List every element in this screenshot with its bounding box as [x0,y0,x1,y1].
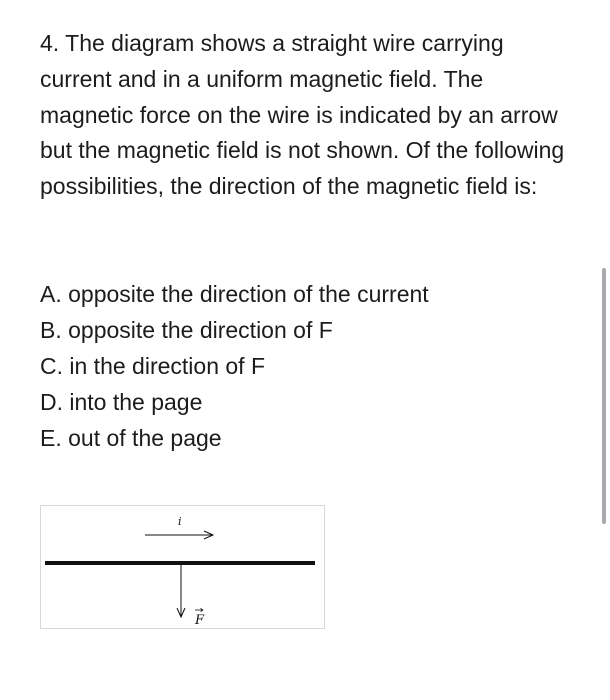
option-c: C. in the direction of F [40,353,265,379]
option-b: B. opposite the direction of F [40,317,333,343]
answer-options-list [40,276,580,456]
question-text: 4. The diagram shows a straight wire carrying current and in a uniform magnetic field. The magnetic force on the wire is indicated by an arrow but the magnetic field is not shown. Of the following possibilities, the direction of the magnetic field is: [40,30,565,200]
wire-force-diagram [40,505,325,629]
diagram-svg [41,506,326,630]
force-label: F [195,613,205,628]
vertical-scrollbar[interactable] [602,268,606,524]
option-e: E. out of the page [40,425,222,451]
option-d: D. into the page [40,389,203,415]
current-label: i [178,515,182,528]
option-a: A. opposite the direction of the current [40,281,429,307]
